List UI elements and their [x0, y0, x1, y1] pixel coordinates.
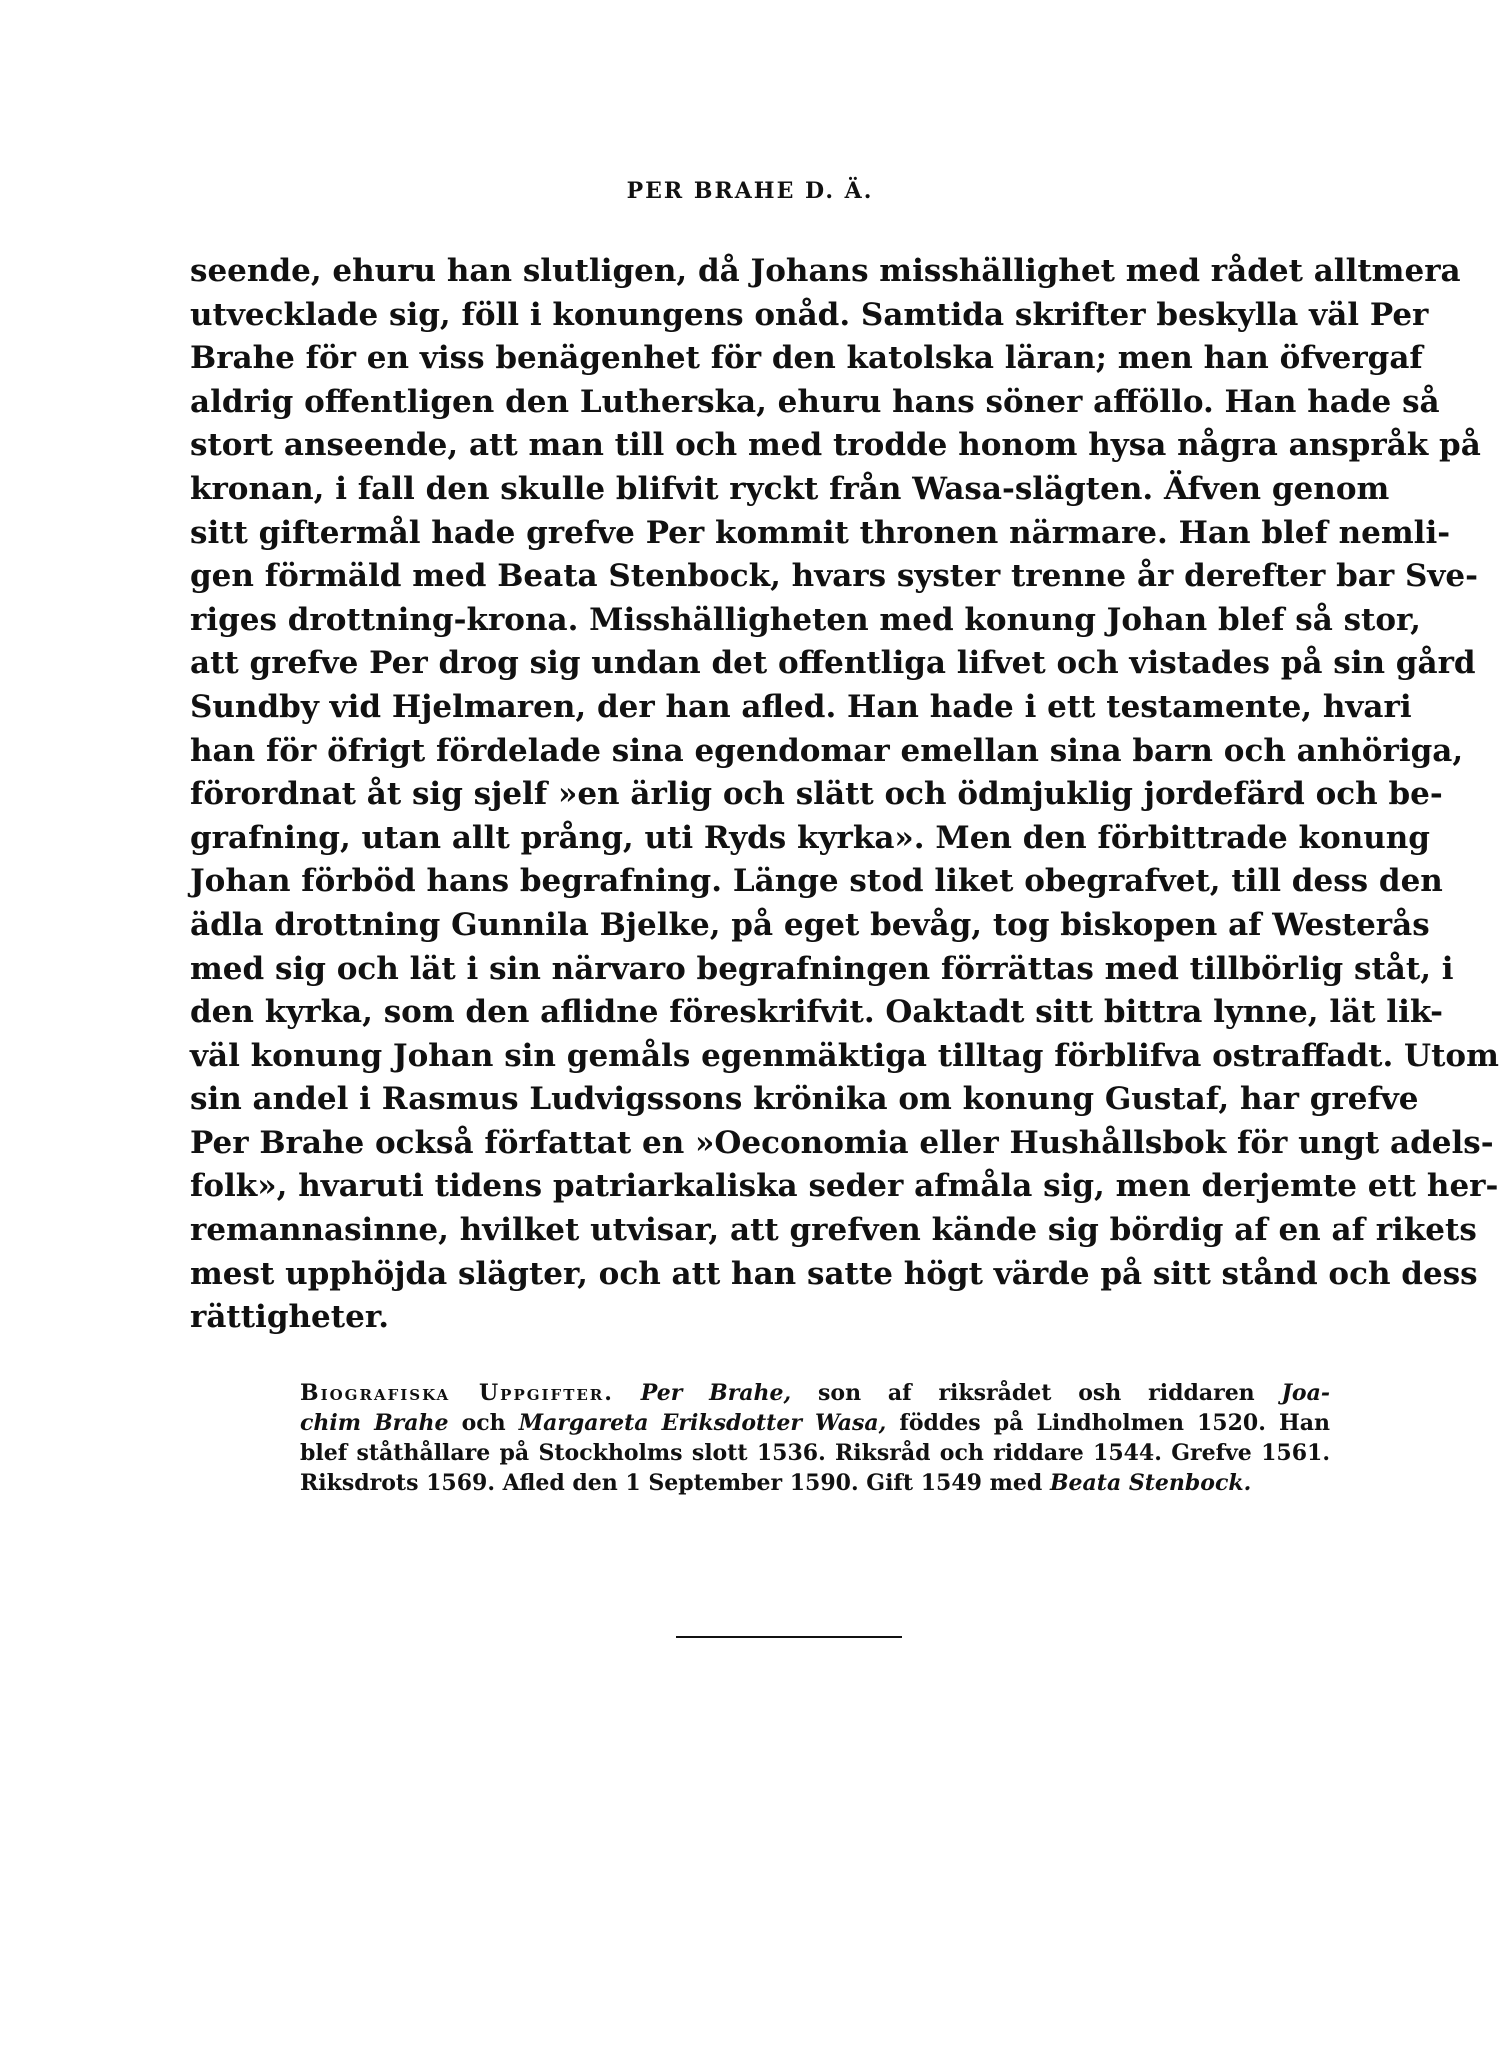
bio-text: son af riksrådet osh riddaren — [818, 1380, 1255, 1406]
text-line: han för öfrigt fördelade sina egendomar emellan sina barn och anhöriga, — [190, 732, 1464, 769]
text-line: remannasinne, hvilket utvisar, att grefven kände sig bördig af en af rikets — [190, 1212, 1477, 1249]
text-line: utvecklade sig, föll i konungens onåd. Samtida skrifter beskylla väl Per — [190, 296, 1429, 333]
text-line: gen förmäld med Beata Stenbock, hvars syster trenne år derefter bar Sve- — [190, 558, 1478, 595]
text-line: stort anseende, att man till och med trodde honom hysa några anspråk på — [190, 427, 1481, 464]
text-line: att grefve Per drog sig undan det offentliga lifvet och vistades på sin gård — [190, 645, 1476, 682]
text-line: Brahe för en viss benägenhet för den katolska läran; men han öfvergaf — [190, 340, 1423, 377]
text-line: riges drottning-krona. Misshälligheten med konung Johan blef så stor, — [190, 601, 1421, 638]
running-head: PER BRAHE D. Ä. — [626, 178, 874, 204]
text-line: Per Brahe också författat en »Oeconomia eller Hushållsbok för ungt adels- — [190, 1124, 1494, 1161]
text-line: seende, ehuru han slutligen, då Johans misshällighet med rådet alltmera — [190, 253, 1461, 289]
bio-father-name-cont: chim Brahe — [300, 1410, 449, 1436]
text-line: rättigheter. — [190, 1299, 390, 1336]
bio-subject-name: Per Brahe, — [640, 1380, 792, 1406]
bio-line — [300, 1468, 1330, 1498]
text-line: med sig och lät i sin närvaro begrafningen förrättas med tillbörlig ståt, i — [190, 950, 1454, 987]
text-line: den kyrka, som den aflidne föreskrifvit. Oaktadt sitt bittra lynne, lät lik- — [190, 994, 1443, 1031]
bio-wife-name: Beata Stenbock. — [1049, 1470, 1252, 1496]
bio-mother-name: Margareta Eriksdotter Wasa, — [518, 1410, 887, 1436]
bio-text: och — [461, 1410, 506, 1436]
text-line: sin andel i Rasmus Ludvigssons krönika om konung Gustaf, har grefve — [190, 1081, 1419, 1118]
section-divider-rule — [676, 1636, 902, 1638]
bio-line: blef ståthållare på Stockholms slott 1536. Riksråd och riddare 1544. Grefve 1561. — [300, 1440, 1330, 1466]
bio-line — [300, 1378, 1330, 1408]
text-line: grafning, utan allt prång, uti Ryds kyrka». Men den förbittrade konung — [190, 819, 1430, 856]
text-line: aldrig offentligen den Lutherska, ehuru hans söner afföllo. Han hade så — [190, 383, 1440, 420]
text-line: sitt giftermål hade grefve Per kommit thronen närmare. Han blef nemli- — [190, 514, 1451, 551]
bio-text: Riksdrots 1569. Afled den 1 September 1590. Gift 1549 med — [300, 1470, 1043, 1496]
biographical-notes — [300, 1378, 1330, 1498]
text-line: kronan, i fall den skulle blifvit ryckt från Wasa-slägten. Äfven genom — [190, 470, 1390, 507]
bio-line — [300, 1408, 1330, 1438]
main-paragraph — [190, 250, 1499, 1340]
text-line: folk», hvaruti tidens patriarkaliska seder afmåla sig, men derjemte ett her- — [190, 1168, 1499, 1205]
text-line: mest upphöjda slägter, och att han satte högt värde på sitt stånd och dess — [190, 1255, 1478, 1292]
text-line: förordnat åt sig sjelf »en ärlig och slätt och ödmjuklig jordefärd och be- — [190, 776, 1443, 813]
bio-father-name: Joa- — [1281, 1380, 1330, 1406]
text-line: Sundby vid Hjelmaren, der han afled. Han hade i ett testamente, hvari — [190, 688, 1412, 725]
text-line: väl konung Johan sin gemåls egenmäktiga tilltag förblifva ostraffadt. Utom — [190, 1037, 1499, 1074]
text-line: ädla drottning Gunnila Bjelke, på eget bevåg, tog biskopen af Westerås — [190, 906, 1430, 943]
bio-text: föddes på Lindholmen 1520. Han — [899, 1410, 1330, 1436]
bio-heading: Biografiska Uppgifter. — [300, 1380, 614, 1406]
text-line: Johan förböd hans begrafning. Länge stod liket obegrafvet, till dess den — [190, 863, 1443, 900]
